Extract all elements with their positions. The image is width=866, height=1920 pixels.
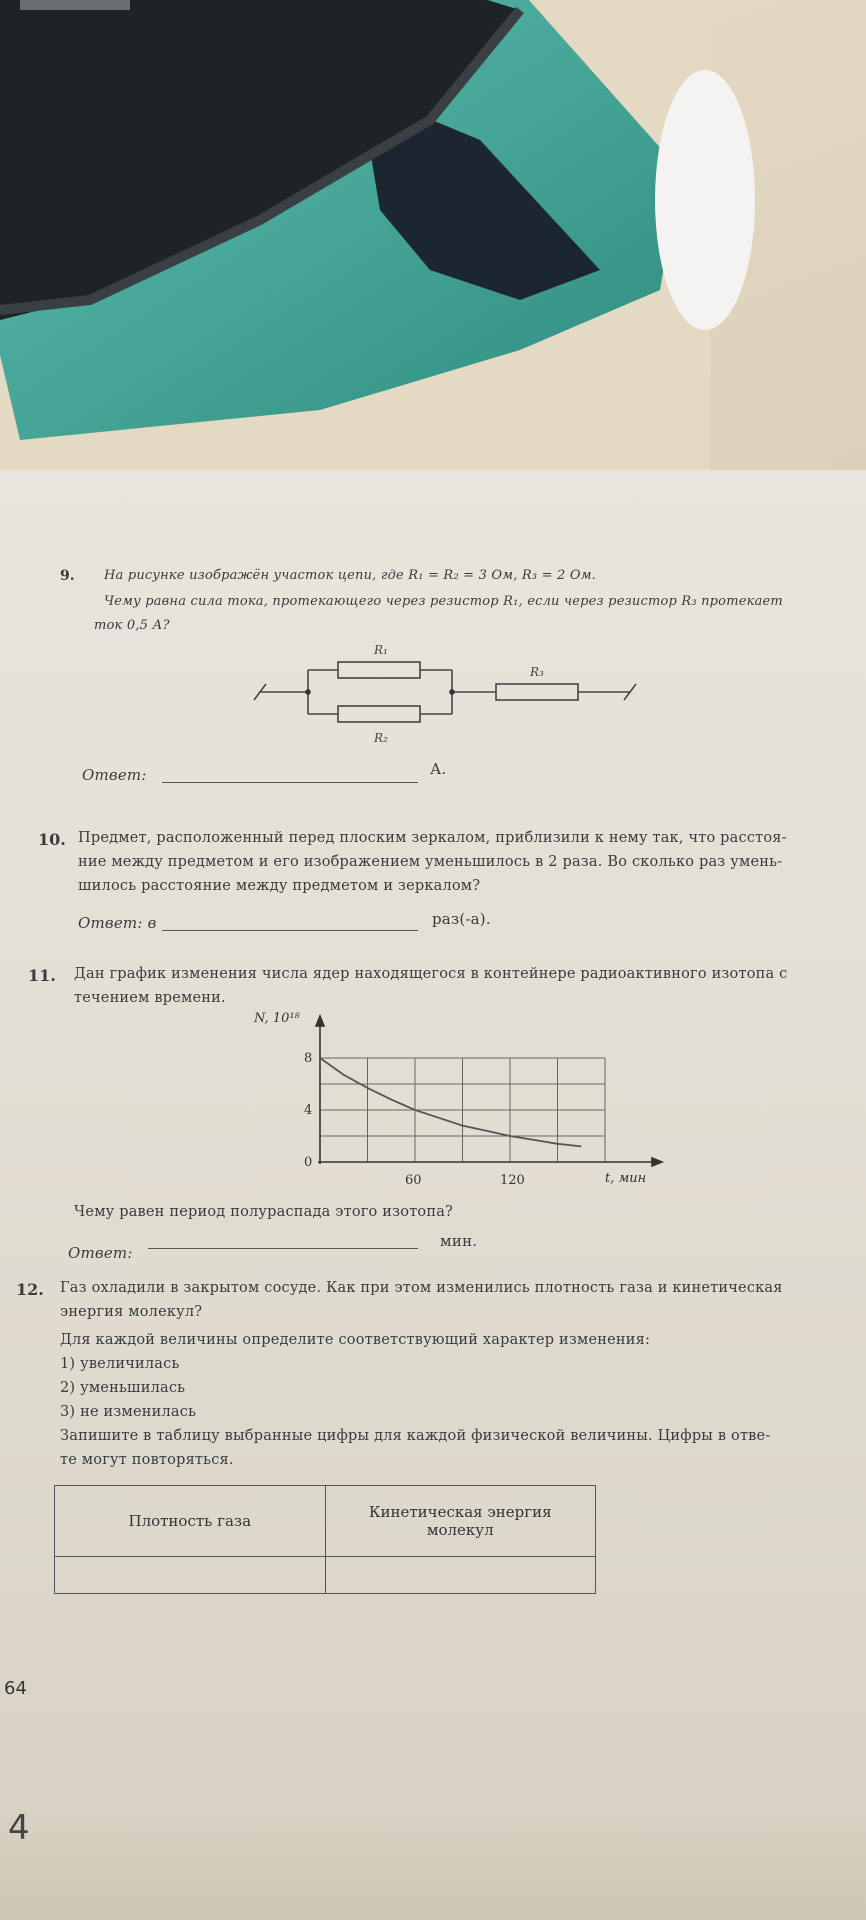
y-tick-label: 0 [304, 1155, 313, 1170]
x-axis-label: t, мин [605, 1171, 647, 1186]
y-axis-arrow [316, 1016, 324, 1026]
page-corner [0, 1800, 866, 1920]
label-r3: R₃ [530, 665, 544, 679]
q10-answer-unit: раз(-а). [432, 910, 491, 928]
pencil-scribble: 4 [8, 1808, 30, 1848]
q9-text-line1: На рисунке изображён участок цепи, где R₁ = R₂ = 3 Ом, R₃ = 2 Ом. [104, 568, 597, 583]
q12-text-line2: энергия молекул? [60, 1304, 203, 1320]
q11-text-line1: Дан график изменения числа ядер находящегося в контейнере радиоактивного изотопа с [74, 966, 788, 982]
q11-number: 11. [28, 966, 56, 985]
x-axis-arrow [652, 1158, 662, 1166]
x-tick-label: 60 [405, 1173, 422, 1188]
q9-answer-unit: А. [430, 760, 447, 778]
table-cell-energy-answer[interactable] [325, 1557, 596, 1594]
q12-answer-table [54, 1485, 596, 1594]
q10-text-line1: Предмет, расположенный перед плоским зеркалом, приблизили к нему так, что расстоя- [78, 830, 787, 846]
label-r2: R₂ [374, 731, 388, 745]
q12-number: 12. [16, 1280, 44, 1299]
q12-option-2: 2) уменьшилась [60, 1380, 186, 1396]
circuit-diagram [240, 630, 660, 750]
table-cell-density-answer[interactable] [55, 1557, 326, 1594]
decay-chart [240, 1000, 680, 1188]
q10-number: 10. [38, 830, 66, 849]
worksheet-page [0, 470, 866, 1830]
decay-curve [320, 1058, 581, 1146]
q10-answer-label: Ответ: в [78, 914, 157, 932]
table-header-density: Плотность газа [55, 1486, 326, 1557]
label-r1: R₁ [374, 643, 388, 657]
q9-answer-label: Ответ: [82, 766, 147, 784]
q9-number: 9. [60, 568, 75, 584]
x-tick-label: 120 [500, 1173, 525, 1188]
q9-text-line2: Чему равна сила тока, протекающего через резистор R₁, если через резистор R₃ протекает [104, 594, 783, 609]
q10-text-line2: ние между предметом и его изображением уменьшилось в 2 раза. Во сколько раз умень- [78, 854, 783, 870]
q10-text-line3: шилось расстояние между предметом и зеркалом? [78, 878, 481, 894]
y-tick-label: 8 [304, 1051, 313, 1066]
q12-text-line3: Для каждой величины определите соответствующий характер изменения: [60, 1332, 651, 1348]
q12-text-line1: Газ охладили в закрытом сосуде. Как при этом изменились плотность газа и кинетическая [60, 1280, 783, 1296]
q10-answer-field[interactable] [162, 930, 418, 931]
table-header-kinetic-energy: Кинетическая энергия молекул [325, 1486, 596, 1557]
q12-option-3: 3) не изменилась [60, 1404, 197, 1420]
q11-answer-field[interactable] [148, 1248, 418, 1249]
page-number: 64 [4, 1678, 27, 1699]
q12-option-1: 1) увеличилась [60, 1356, 180, 1372]
q12-text-line5: те могут повторяться. [60, 1452, 234, 1468]
q11-answer-unit: мин. [440, 1232, 478, 1250]
q9-text-line3: ток 0,5 А? [94, 618, 170, 633]
q9-answer-field[interactable] [162, 782, 418, 783]
q12-text-line4: Запишите в таблицу выбранные цифры для каждой физической величины. Цифры в отве- [60, 1428, 771, 1444]
q11-question: Чему равен период полураспада этого изотопа? [74, 1204, 454, 1220]
q11-answer-label: Ответ: [68, 1244, 133, 1262]
q11-text-line2: течением времени. [74, 990, 226, 1006]
pencil-case-photo [0, 0, 710, 490]
y-axis-label: N, 10¹⁸ [254, 1011, 300, 1026]
y-tick-label: 4 [304, 1103, 313, 1118]
